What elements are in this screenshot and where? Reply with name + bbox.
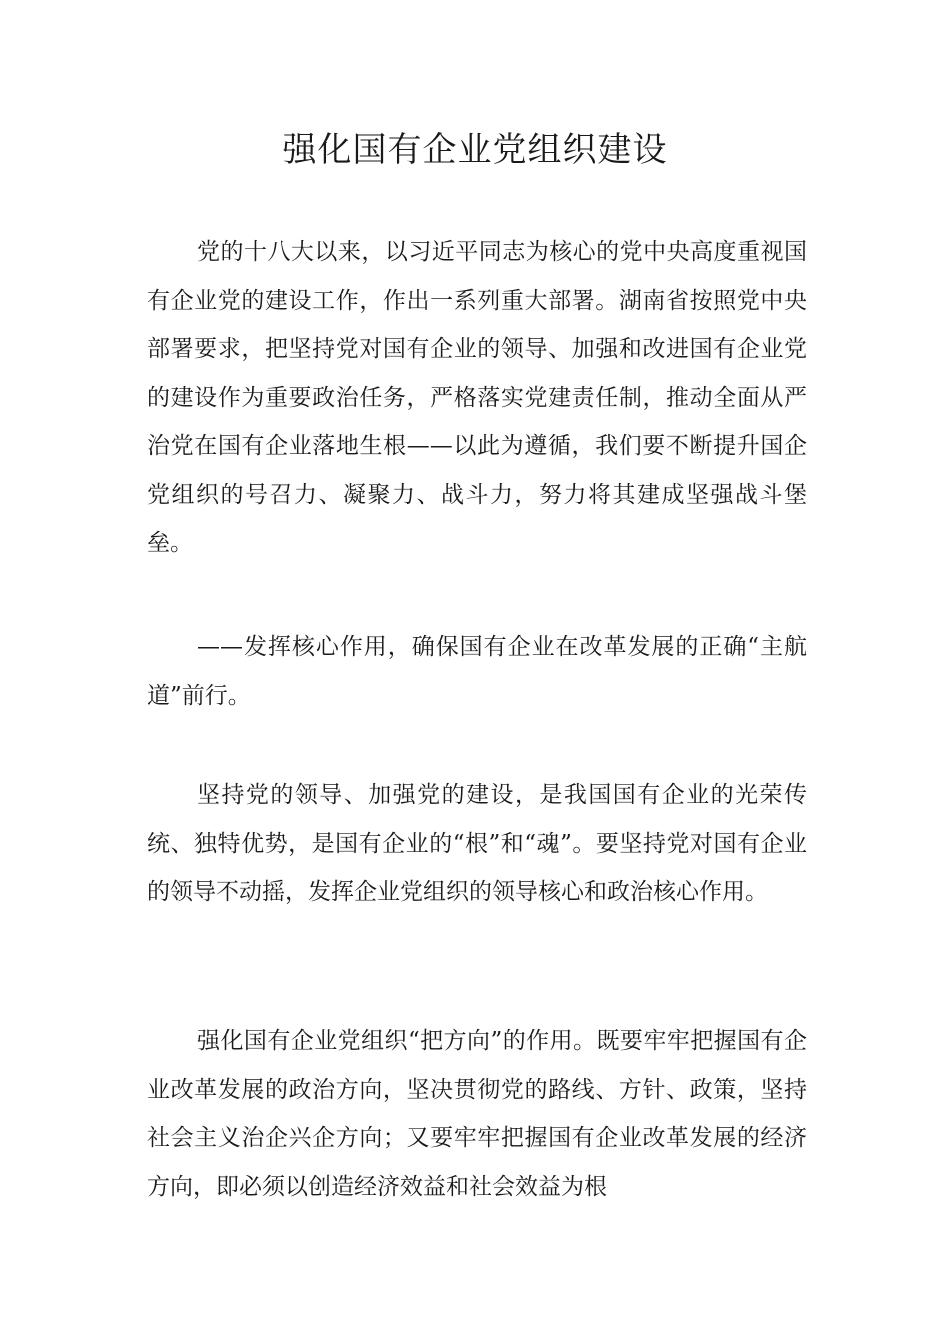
paragraph-intro: 党的十八大以来，以习近平同志为核心的党中央高度重视国有企业党的建设工作，作出一系列重大部署。湖南省按照党中央部署要求，把坚持党对国有企业的领导、加强和改进国有企业党的建设作为重要政治任务，严格落实党建责任制，推动全面从严治党在国有企业落地生根——以此为遵循，我们要不断提升国企党组织的号召力、凝聚力、战斗力，努力将其建成坚强战斗堡垒。 xyxy=(147,239,807,556)
paragraph-subheading: ——发挥核心作用，确保国有企业在改革发展的正确“主航道”前行。 xyxy=(147,634,807,709)
document-title: 强化国有企业党组织建设 xyxy=(282,130,668,170)
paragraph-direction: 强化国有企业党组织“把方向”的作用。既要牢牢把握国有企业改革发展的政治方向，坚决贯彻党的路线、方针、政策，坚持社会主义治企兴企方向；又要牢牢把握国有企业改革发展的经济方向，即必须以创造经济效益和社会效益为根 xyxy=(147,1028,807,1200)
paragraph-leadership: 坚持党的领导、加强党的建设，是我国国有企业的光荣传统、独特优势，是国有企业的“根”和“魂”。要坚持党对国有企业的领导不动摇，发挥企业党组织的领导核心和政治核心作用。 xyxy=(147,782,807,905)
